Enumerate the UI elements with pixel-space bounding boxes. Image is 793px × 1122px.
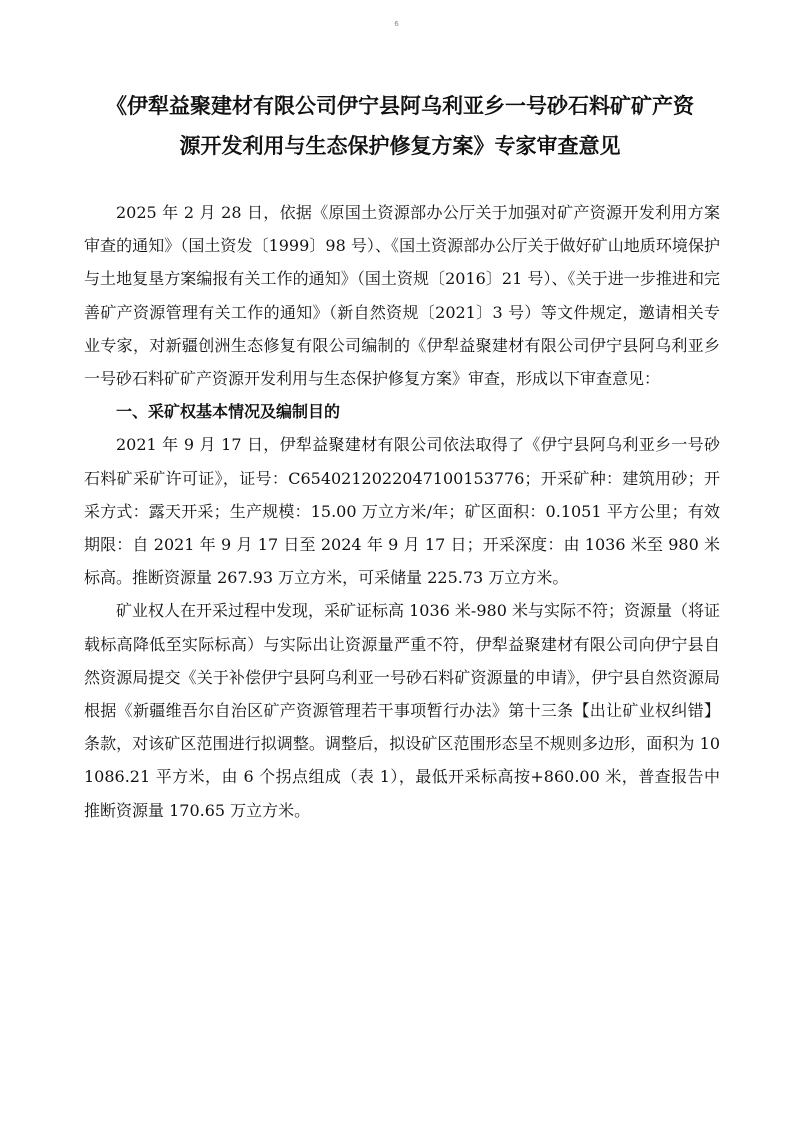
license-paragraph: 2021 年 9 月 17 日，伊犁益聚建材有限公司依法取得了《伊宁县阿乌利亚乡一号砂石料矿采矿许可证》，证号：C6540212022047100153776；开采矿种：建筑用砂；开采方式：露天开采；生产规模：15.00 万立方米/年；矿区面积：0.1051 平方公里；有效期限：自 2021 年 9 月 17 日至 2024 年 9 月 17 日；开采深度：由 1036 米至 980 米标高。推断资源量 267.93 万立方米，可采储量 225.73 万立方米。 xyxy=(84,435,720,588)
document-title xyxy=(60,86,740,166)
title-line-2: 源开发利用与生态保护修复方案》专家审查意见 xyxy=(179,134,621,158)
section-heading-1: 一、采矿权基本情况及编制目的 xyxy=(116,402,341,422)
intro-paragraph: 2025 年 2 月 28 日，依据《原国土资源部办公厅关于加强对矿产资源开发利用方案审查的通知》（国土资发〔1999〕98 号）、《国土资源部办公厅关于做好矿山地质环境保护与土地复垦方案编报有关工作的通知》（国土资规〔2016〕21 号）、《关于进一步推进和完善矿产资源管理有关工作的通知》（新自然资规〔2021〕3 号）等文件规定，邀请相关专业专家，对新疆创洲生态修复有限公司编制的《伊犁益聚建材有限公司伊宁县阿乌利亚乡一号砂石料矿矿产资源开发利用与生态保护修复方案》审查，形成以下审查意见： xyxy=(84,203,720,389)
page-marker: 6 xyxy=(394,20,399,28)
title-line-1: 《伊犁益聚建材有限公司伊宁县阿乌利亚乡一号砂石料矿矿产资 xyxy=(106,94,694,118)
adjustment-paragraph: 矿业权人在开采过程中发现，采矿证标高 1036 米-980 米与实际不符；资源量（将证载标高降低至实际标高）与实际出让资源量严重不符，伊犁益聚建材有限公司向伊宁县自然资源局提交《关于补偿伊宁县阿乌利亚一号砂石料矿资源量的申请》，伊宁县自然资源局根据《新疆维吾尔自治区矿产资源管理若干事项暂行办法》第十三条【出让矿业权纠错】条款，对该矿区范围进行拟调整。调整后，拟设矿区范围形态呈不规则多边形，面积为 101086.21 平方米，由 6 个拐点组成（表 1），最低开采标高按+860.00 米，普查报告中推断资源量 170.65 万立方米。 xyxy=(84,601,720,820)
document-body xyxy=(84,196,720,827)
